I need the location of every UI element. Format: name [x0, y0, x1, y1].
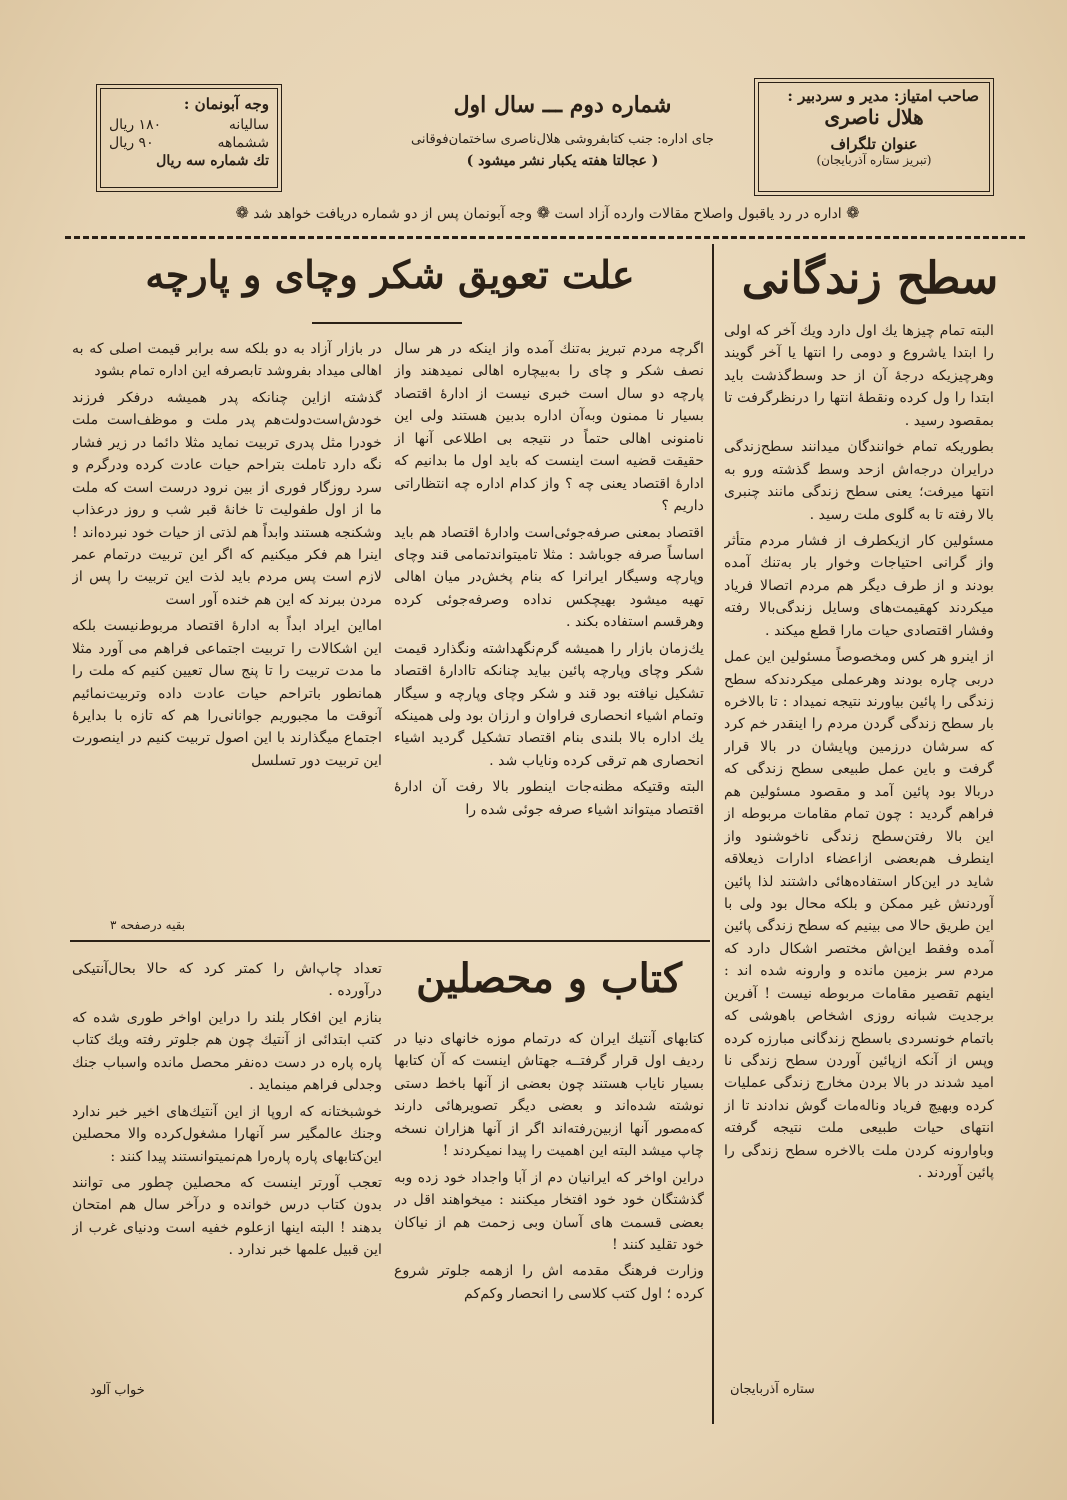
paragraph: تعداد چاپ‌اش را کمتر کرد که حالا بحال‌آنتیکی درآورده .	[72, 961, 382, 1000]
article-body-books-left	[72, 958, 382, 1358]
paragraph: بطوریکه تمام خوانندگان میدانند سطح‌زندگی درایران درجه‌اش ازحد وسط گذشته ورو به انتها میرفت؛ یعنی سطح زندگی مانند چنبری بالا رفته تا به گلوی ملت رسید .	[724, 439, 994, 523]
paragraph: وزارت فرهنگ مقدمه اش را ازهمه جلوتر شروع کرده ؛ اول کتب کلاسی را انحصار وکم‌کم	[394, 1263, 704, 1302]
article-divider	[70, 940, 710, 942]
article-body-delay-right	[394, 338, 704, 936]
issue-number: شماره دوم ـــ سال اول	[453, 92, 672, 118]
paragraph: بنازم این افکار بلند را دراین اواخر طوری شده که کتب ابتدائی از آنتیك چون هم جلوتر رفته ویك کتاب پاره پاره در دست ده‌نفر محصل مانده واسباب جنك وجدلی فراهم مینماید .	[72, 1009, 382, 1094]
article-body-books-right	[394, 1028, 704, 1420]
paragraph: مسئولین کار ازیکطرف از فشار مردم متأثر واز گرانی احتیاجات وخوار بار به‌تنك آمده بودند و از طرف دیگر هم مردم اتصالا فریاد میکردند کهقیمت‌های وسایل زندگی‌بالا رفته وفشار اقتصادی حیات مارا قطع میکند .	[724, 532, 994, 639]
article-title-books: کتاب و محصلین	[416, 955, 682, 1002]
owner-name: هلال ناصری	[824, 105, 924, 129]
paragraph: گذشته ازاین چنانکه پدر همیشه درفکر فرزند خودش‌است‌دولت‌هم پدر ملت و موظف‌است ملت خودرا مثل پدری تربیت نماید مثلا دائما در زیر فشار نگه دارد تاملت بتراحم حیات عادت کرده ودرگرم و سرد روزگار فوری از بین نرود درست است که ملت ما از اول طفولیت تا خانهٔ قبر شب و روز درعذاب وشکنجه هستند وابداً هم لذتی از حیات خود نبرده‌اند ! اینرا هم فکر میکنیم که اگر این تربیت درتمام عمر لازم است پس مردم باید لذت این تربیت را پس از مردن ببرند که این هم خنده آور است	[72, 389, 382, 608]
owner-label: صاحب امتیاز: مدیر و سردبیر :	[787, 87, 979, 105]
subscription-row	[109, 135, 269, 151]
ornament-icon: ❁	[536, 203, 550, 222]
article-body-living-standard	[724, 320, 994, 1380]
office-address: جای اداره: جنب کتابفروشی هلال‌ناصری ساختمان‌فوقانی	[411, 132, 714, 147]
paragraph: البته وقتیکه مظنه‌جات اینطور بالا رفت آن ادارهٔ اقتصاد میتواند اشیاء صرفه جوئی شده را	[394, 779, 704, 818]
publication-frequency: ( عجالتا هفته یکبار نشر میشود )	[466, 153, 659, 169]
masthead-divider	[65, 236, 1025, 239]
subscription-label: ششماهه	[217, 135, 269, 151]
paragraph: اقتصاد بمعنی صرفه‌جوئی‌است وادارهٔ اقتصاد هم باید اساساً صرفه جوباشد : مثلا تامیتواند‌تمامی قند وچای وپارچه وسیگار ایرانرا که بنام پخش‌در میان اهالی تهیه میشود بهیچکس نداده وصرفه‌جوئی کرده وهرقسم استفاده بکند .	[394, 524, 704, 631]
telegraph-address: (تبریز ستاره آذربایجان)	[816, 153, 932, 167]
paragraph: یك‌زمان بازار را همیشه گرم‌نگهداشته ونگذارد قیمت شکر وچای وپارچه پائین بیاید چنانکه تاادارهٔ اقتصاد تشکیل نیافته بود قند و شکر وچای وپارچه و سیگار وتمام اشیاء انحصاری فراوان و ارزان بود ولی همینکه یك اداره بالا بلندی بنام اقتصاد تشکیل گردید اشیاء انحصاری هم ترقی کرده ونایاب شد .	[394, 640, 704, 769]
ornament-icon: ❁	[846, 203, 860, 222]
subscription-row	[109, 117, 269, 133]
subscription-label: سالیانه	[228, 117, 269, 133]
article-body-delay-left	[72, 338, 382, 916]
notice-editorial: اداره در رد یاقبول واصلاح مقالات وارده آزاد است	[554, 206, 842, 222]
notice-line	[70, 203, 1025, 222]
article-signature: ستاره آذربایجان	[730, 1382, 815, 1397]
masthead-center	[395, 92, 730, 169]
article-signature: خواب آلود	[90, 1383, 145, 1398]
article-title-delay: علت تعویق شکر وچای و پارچه	[145, 252, 635, 297]
paragraph: خوشبختانه که اروپا از این آنتیك‌های اخیر خبر ندارد وجنك عالمگیر سر آنهارا مشغول‌کرده والا محصلین این‌کتابهای پاره پاره‌را هم‌نمیتوانستند پیدا کنند :	[72, 1103, 382, 1165]
paragraph: کتابهای آنتیك ایران که درتمام موزه خانهای دنیا در ردیف اول قرار گرفتــه جهتاش اینست که آن کتابها بسیار نایاب هستند چون بعضی از آنها باخط دستی نوشته شده‌اند و بعضی دیگر تصویرهائی دارند که‌مصور آنها ازبین‌رفته‌اند اگر از آنها هزاران نسخه چاپ میشد البته این اهمیت را پیدا نمیکردند !	[394, 1031, 704, 1160]
paragraph: البته تمام چیزها یك اول دارد ویك آخر که اولی را ابتدا یاشروع و دومی را انتها یا آخر گویند وهرچیزیکه درجهٔ آن از حد وسط‌گذشت باید ابتدا را ول کرده ونقطهٔ انتها را درنظرگرفت تا بمقصود رسید .	[724, 323, 994, 429]
subscription-title: وجه آبونمان :	[183, 95, 269, 113]
subscription-box	[100, 88, 278, 188]
column-divider	[712, 244, 714, 1424]
owner-box	[758, 82, 990, 192]
ornament-icon: ❁	[235, 203, 249, 222]
paragraph: در بازار آزاد به دو بلکه سه برابر قیمت اصلی که به اهالی میداد بفروشد تابصرفه این اداره تمام بشود	[72, 341, 382, 380]
paragraph: از اینرو هر کس ومخصوصاً مسئولین این عمل دربی چاره بودند وهرعملی میکردندکه سطح زندگی را پائین بیاورند نتیجه نمیداد : تا بالاخره بار سطح زندگی گردن مردم را اینقدر خم کرد که سرشان درزمین وپایشان در بالا قرار گرفت و باین عمل طبیعی سطح زندگی که دربالا بود پائین آمد و مقصود مسئولین هم فراهم گردید : چون تمام مقامات مربوطه از این بالا رفتن‌سطح زندگی ناخوشنود واز اینطرف هم‌بعضی ازاعضاء ادارات ذیعلاقه شاید در این‌کار استفاده‌هائی داشتند لذا پائین آوردنش غیر ممکن و بلکه محال بود ولی با این طریق حالا می بینیم که سطح زندگی پائین آمده وفقط این‌اش مختصر اشکال دارد که مردم سر بزمین مانده و وارونه شده اند : اینهم تقصیر مقامات مربوطه نیست ! آفرین برجدیت شبانه روزی اشخاص باهوشی که باتمام خونسردی باسطح زندگانی مبارزه کرده وپس از آنکه ازپائین آوردن سطح زندگی نا امید شدند در بالا بردن مخارج زندگی عملیات کرده وبهیچ فریاد وناله‌مات گوش ندادند تا از انتهای حیات طبیعی ملت نتیجه گرفته وباوارونه کردن ملت بالاخره سطح زندگی را پائین آوردند .	[724, 649, 994, 1182]
paragraph: دراین اواخر که ایرانیان دم از آبا واجداد خود زده وبه گذشتگان خود خود افتخار میکنند : میخواهند اقل در بعضی قسمت های آسان وبی زحمت هم از نیاکان خود تقلید کنند !	[394, 1169, 704, 1253]
notice-subscription: وجه آبونمان پس از دو شماره دریافت خواهد شد	[253, 206, 533, 222]
single-issue-price: تك شماره سه ریال	[156, 153, 269, 169]
paragraph: تعجب آورتر اینست که محصلین چطور می توانند بدون کتاب درس خوانده و درآخر سال هم امتحان بدهند ! البته اینها ازعلوم خفیه است ودنیای غرب از این قبیل علمها خبر ندارد .	[72, 1174, 382, 1259]
subscription-value: ۱۸۰ ریال	[109, 117, 162, 133]
telegraph-label: عنوان تلگراف	[830, 135, 918, 153]
continued-note: بقیه درصفحه ۳	[110, 918, 186, 932]
paragraph: امااین ایراد ابداً به ادارهٔ اقتصاد مربوط‌نیست بلکه این اشکالات را تربیت اجتماعی فراهم می آورد مثلا ما مدت تربیت را تا پنج سال تعیین کنیم که ملت را همانطور باتراحم حیات عادت داده وتربیت‌نمائیم آنوقت ما مجبوریم جوانانی‌را هم که تازه با بدایرهٔ اجتماع میگذارند با این اصول تربیت کنیم در اینصورت این تربیت دور تسلسل	[72, 618, 382, 769]
paragraph: اگرچه مردم تبریز به‌تنك آمده واز اینکه در هر سال نصف شکر و چای را به‌بیچاره اهالی نمیدهند واز پارچه دو سال است خبری نیست از ادارهٔ اقتصاد بسیار نا ممنون وبه‌آن اداره بدبین هستند ولی این نامنونی اهالی حتماً در نتیجه بی اطلاعی آنها از حقیقت قضیه است اینست که باید اول ما بدانیم که ادارهٔ اقتصاد یعنی چه ؟ واز کدام اداره چه انتظاراتی داریم ؟	[394, 341, 704, 515]
title-underline	[312, 322, 462, 324]
subscription-value: ۹۰ ریال	[109, 135, 154, 151]
article-title-living-standard: سطح زندگانی	[741, 253, 999, 304]
